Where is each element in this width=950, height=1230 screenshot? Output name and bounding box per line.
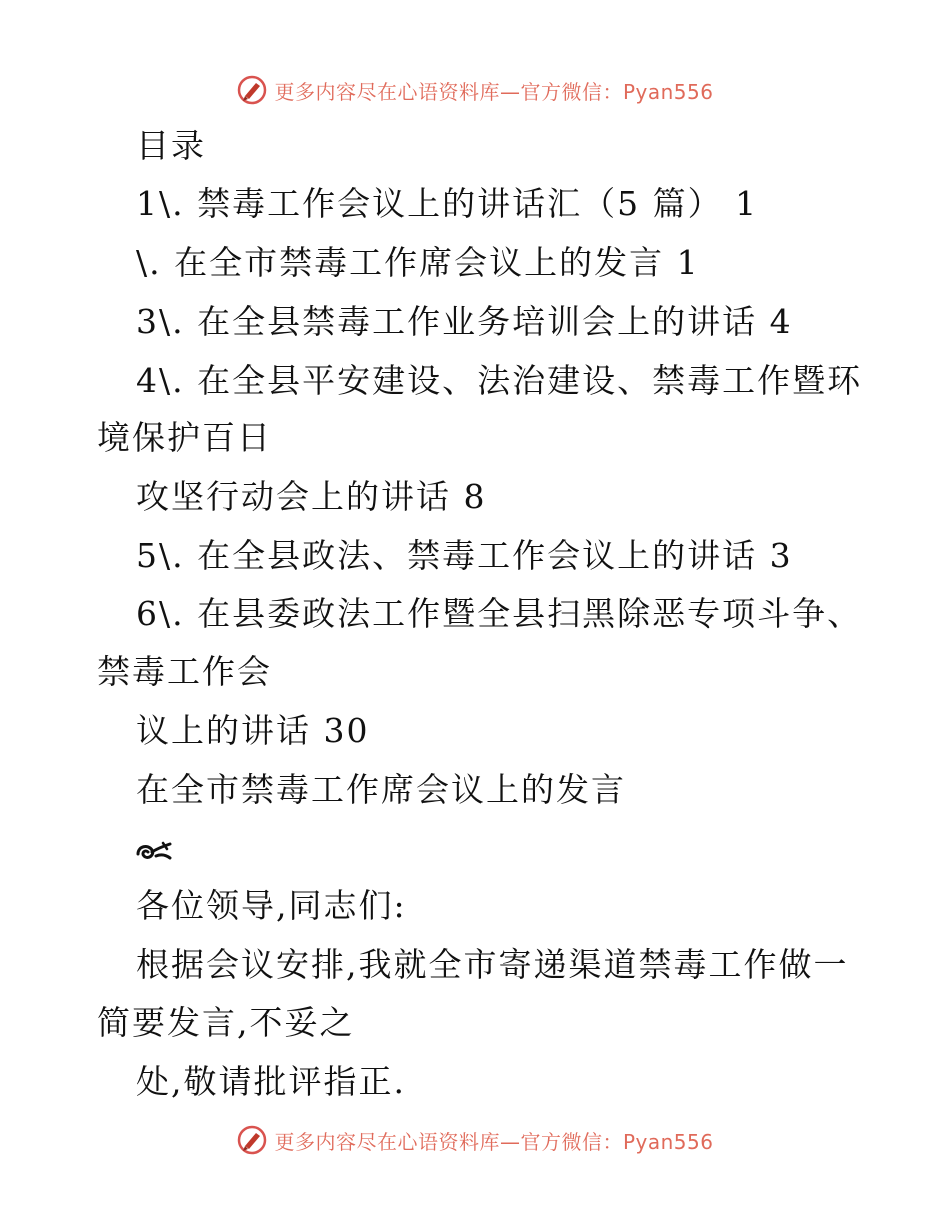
footer-banner-text: 更多内容尽在心语资料库—官方微信：Pyan556 bbox=[274, 1129, 714, 1154]
speech-line: 简要发言,不妥之 bbox=[97, 1003, 355, 1042]
toc-title: 目录 bbox=[136, 126, 206, 165]
speech-line: 各位领导,同志们: bbox=[136, 886, 407, 925]
toc-entry: 禁毒工作会 bbox=[97, 652, 272, 691]
header-banner-text: 更多内容尽在心语资料库—官方微信：Pyan556 bbox=[274, 79, 714, 104]
speech-line: 根据会议安排,我就全市寄递渠道禁毒工作做一 bbox=[136, 945, 849, 984]
pen-seal-icon bbox=[236, 74, 268, 106]
footer-banner bbox=[0, 1120, 950, 1160]
pen-seal-icon bbox=[236, 1124, 268, 1156]
toc-entry: 境保护百日 bbox=[97, 418, 272, 457]
toc-entry: 议上的讲话 30 bbox=[136, 711, 370, 750]
toc-entry: 6\. 在县委政法工作暨全县扫黑除恶专项斗争、 bbox=[136, 594, 863, 633]
speech-title: 在全市禁毒工作席会议上的发言 bbox=[136, 770, 626, 809]
toc-entry: \. 在全市禁毒工作席会议上的发言 1 bbox=[136, 243, 700, 282]
toc-entry: 攻坚行动会上的讲话 8 bbox=[136, 477, 487, 516]
toc-entry: 4\. 在全县平安建设、法治建设、禁毒工作暨环 bbox=[136, 361, 863, 400]
toc-entry: 1\. 禁毒工作会议上的讲话汇（5 篇） 1 bbox=[136, 184, 759, 223]
header-banner bbox=[0, 70, 950, 110]
speech-line: 处,敬请批评指正. bbox=[136, 1062, 406, 1101]
toc-entry: 5\. 在全县政法、禁毒工作会议上的讲话 3 bbox=[136, 536, 793, 575]
swirl-ornament-icon bbox=[134, 838, 174, 866]
toc-entry: 3\. 在全县禁毒工作业务培训会上的讲话 4 bbox=[136, 302, 793, 341]
